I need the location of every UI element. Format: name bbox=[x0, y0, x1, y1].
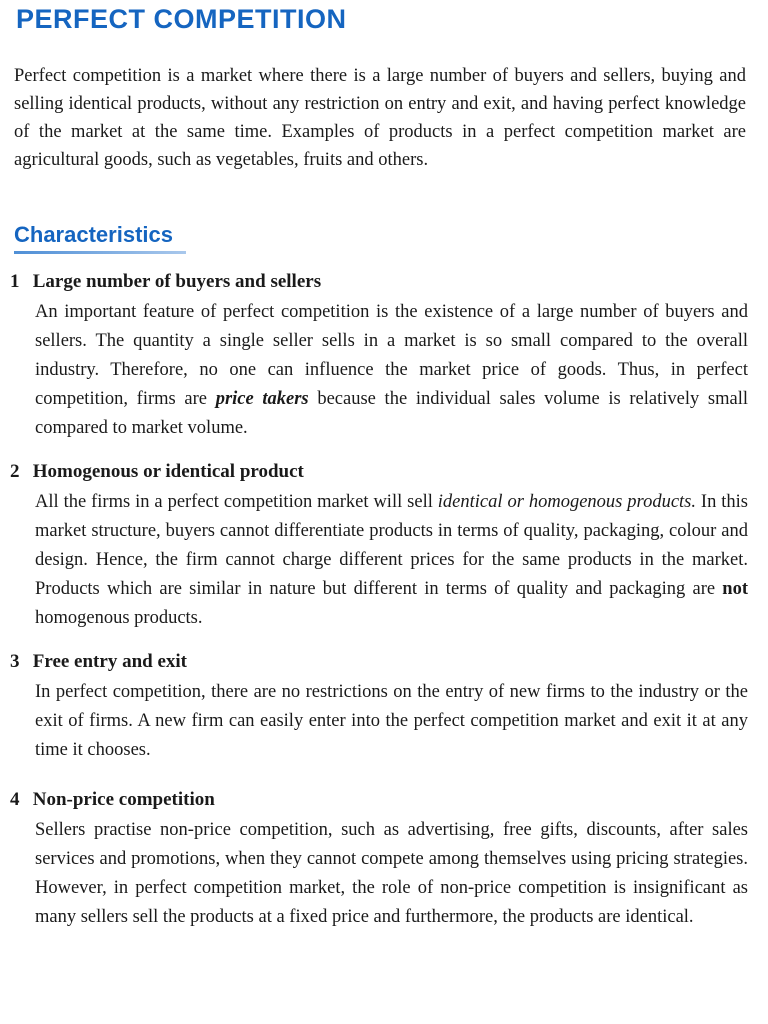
item-body-emphasis: identical or homogenous products. bbox=[437, 492, 696, 512]
item-heading bbox=[10, 648, 748, 676]
item-number: 1 bbox=[10, 271, 20, 292]
characteristic-item-4 bbox=[10, 786, 748, 932]
section-heading-underline bbox=[14, 251, 186, 254]
intro-paragraph: Perfect competition is a market where there is a large number of buyers and sellers, buying and selling identical products, without any restriction on entry and exit, and having perfect knowledge of the market at the same time. Examples of products in a perfect competition market are agricultural goods, such as vegetables, fruits and others. bbox=[14, 66, 746, 170]
item-heading bbox=[10, 268, 748, 296]
item-heading bbox=[10, 458, 748, 486]
item-heading-text: Homogenous or identical product bbox=[32, 461, 304, 482]
item-body: In perfect competition, there are no restrictions on the entry of new firms to the industry or the exit of firms. A new firm can easily enter into the perfect competition market and exit it at any time it chooses. bbox=[35, 682, 748, 760]
item-heading-text: Non-price competition bbox=[32, 789, 215, 810]
characteristic-item-3 bbox=[10, 648, 748, 765]
item-body-text: because the individual sales volume is relatively small compared to market volume. bbox=[35, 389, 748, 438]
item-heading-text: Free entry and exit bbox=[32, 651, 187, 672]
item-heading bbox=[10, 786, 748, 814]
item-number: 2 bbox=[10, 461, 20, 482]
characteristic-item-2 bbox=[10, 458, 748, 633]
item-body-text: homogenous products. bbox=[35, 608, 203, 628]
item-body bbox=[35, 488, 748, 633]
section-heading: Characteristics bbox=[14, 222, 173, 247]
item-heading-text: Large number of buyers and sellers bbox=[32, 271, 322, 292]
item-number: 4 bbox=[10, 789, 20, 810]
item-body-text: An important feature of perfect competition is the existence of a large number of buyers and sellers. The quantity a single seller sells in a market is so small compared to the overall industry. Therefore, no one can influence the market price of goods. Thus, in perfect competition, firms are bbox=[35, 302, 748, 409]
item-body-emphasis: not bbox=[722, 579, 748, 599]
item-body-text: All the firms in a perfect competition market will sell bbox=[35, 492, 438, 512]
item-body: Sellers practise non-price competition, such as advertising, free gifts, discounts, after sales services and promotions, when they cannot compete among themselves using pricing strategies. However, in perfect competition market, the role of non-price competition is insignificant as many sellers sell the products at a fixed price and furthermore, the products are identical. bbox=[35, 820, 748, 927]
item-body-emphasis: price takers bbox=[215, 389, 309, 409]
characteristic-item-1 bbox=[10, 268, 748, 443]
page-title: PERFECT COMPETITION bbox=[16, 4, 347, 34]
item-number: 3 bbox=[10, 651, 20, 672]
item-body-text: In this market structure, buyers cannot differentiate products in terms of quality, packaging, colour and design. Hence, the firm cannot charge different prices for the same products in the market. Products which are similar in nature but different in terms of quality and packaging are bbox=[35, 492, 749, 599]
item-body bbox=[35, 298, 748, 443]
